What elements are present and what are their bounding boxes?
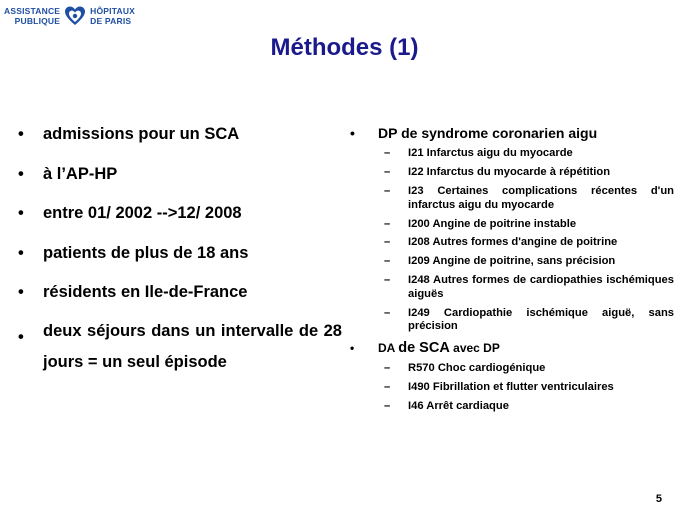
dp-heading: • DP de syndrome coronarien aigu — [350, 125, 598, 141]
dp-code-item: – I23 Certaines complications récentes d'un infarctus aigu du myocarde — [384, 185, 674, 211]
da-code-item: – I490 Fibrillation et flutter ventriculaires — [346, 381, 674, 395]
dp-code-text: I249 Cardiopathie ischémique aiguë, sans précision — [408, 306, 674, 333]
dp-code-list — [346, 147, 674, 333]
left-bullet-text: entre 01/ 2002 -->12/ 2008 — [43, 204, 242, 222]
dp-code-item: – I209 Angine de poitrine, sans précision — [346, 255, 674, 269]
dp-code-text: I208 Autres formes d'angine de poitrine — [408, 236, 618, 249]
da-prefix: DA — [378, 341, 395, 356]
da-code-item: – R570 Choc cardiogénique — [346, 362, 674, 376]
left-bullet-item: • résidents en Ile-de-France — [18, 283, 248, 301]
dp-code-text: I248 Autres formes de cardiopathies ischémiques aiguës — [408, 274, 674, 300]
logo-text-assistance: ASSISTANCE — [4, 6, 61, 16]
left-bullet-item: • deux séjours dans un intervalle de 28 jours = un seul épisode — [18, 321, 342, 371]
dp-code-item: – I208 Autres formes d'angine de poitrine — [346, 236, 674, 250]
logo-heart-icon — [64, 5, 86, 27]
left-bullet-item: • patients de plus de 18 ans — [18, 243, 249, 262]
left-bullet-text: admissions pour un SCA — [43, 125, 240, 143]
left-bullet-item: • entre 01/ 2002 -->12/ 2008 — [18, 204, 242, 222]
right-column — [346, 124, 674, 419]
left-bullet-text: résidents en Ile-de-France — [43, 283, 248, 301]
da-heading: • DA de SCA avec DP — [350, 340, 500, 357]
da-code-text: I490 Fibrillation et flutter ventriculaires — [408, 381, 614, 394]
dp-code-text: I209 Angine de poitrine, sans précision — [408, 255, 616, 268]
da-code-list — [346, 362, 674, 413]
da-code-text: R570 Choc cardiogénique — [408, 362, 546, 375]
dp-code-item: – I22 Infarctus du myocarde à répétition — [346, 166, 674, 180]
dp-heading-text: DP de syndrome coronarien aigu — [378, 125, 598, 141]
dp-code-text: I200 Angine de poitrine instable — [408, 217, 577, 230]
logo-text-publique: PUBLIQUE — [14, 16, 61, 26]
dp-code-item: – I200 Angine de poitrine instable — [346, 218, 674, 232]
da-code-item: – I46 Arrêt cardiaque — [346, 400, 674, 414]
dp-code-text: I21 Infarctus aigu du myocarde — [408, 147, 573, 160]
da-suffix: avec DP — [453, 341, 500, 356]
dp-code-item: – I249 Cardiopathie ischémique aiguë, sans précision — [384, 306, 674, 333]
left-bullet-item: • admissions pour un SCA — [18, 125, 240, 143]
page-number: 5 — [655, 493, 662, 505]
da-code-text: I46 Arrêt cardiaque — [408, 400, 509, 413]
dp-code-item: – I248 Autres formes de cardiopathies ischémiques aiguës — [384, 274, 674, 300]
dp-code-item: – I21 Infarctus aigu du myocarde — [346, 147, 674, 161]
da-sca: de SCA — [398, 340, 450, 357]
aphp-logo — [4, 2, 135, 30]
logo-text-hopitaux: HÔPITAUX — [90, 6, 136, 16]
left-bullet-list — [18, 124, 342, 397]
left-bullet-text: à l’AP-HP — [43, 164, 118, 183]
left-bullet-text: deux séjours dans un intervalle de 28 jours = un seul épisode — [43, 321, 342, 371]
left-bullet-item: • à l’AP-HP — [18, 164, 118, 183]
dp-code-text: I22 Infarctus du myocarde à répétition — [408, 166, 611, 179]
dp-code-text: I23 Certaines complications récentes d'un infarctus aigu du myocarde — [408, 185, 674, 211]
logo-text-de-paris: DE PARIS — [90, 16, 132, 26]
left-bullet-text: patients de plus de 18 ans — [43, 243, 249, 262]
slide-title: Méthodes (1) — [270, 34, 419, 61]
